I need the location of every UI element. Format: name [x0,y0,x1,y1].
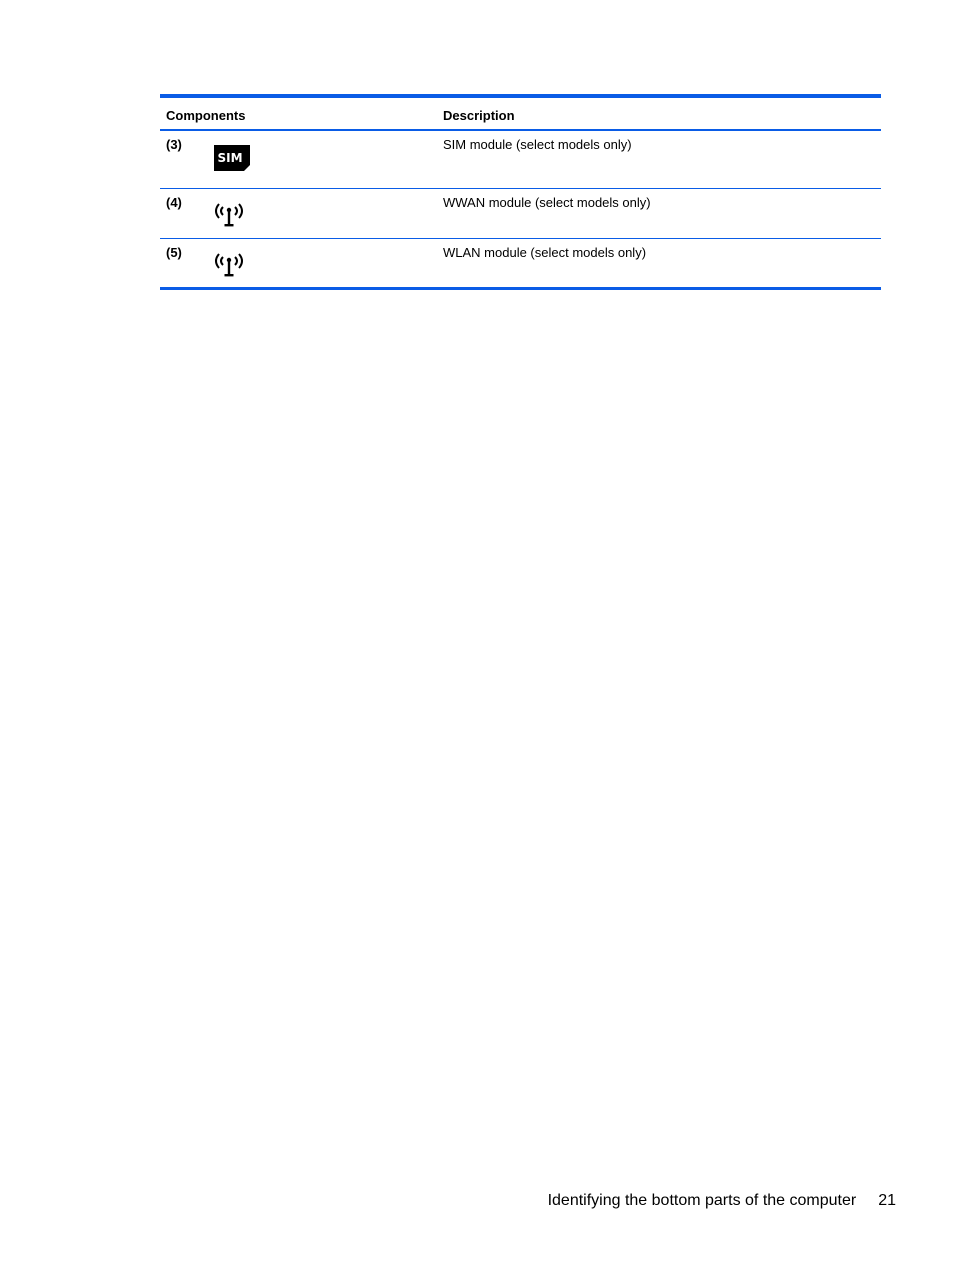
description-header: Description [443,108,515,123]
component-description: WLAN module (select models only) [443,245,647,260]
wireless-antenna-icon [212,201,246,232]
footer-section-title: Identifying the bottom parts of the computer [547,1192,857,1209]
component-number: (4) [166,195,182,210]
wireless-antenna-icon [212,251,246,282]
svg-text:SIM: SIM [217,151,243,165]
table-header [160,98,881,131]
table-row [160,131,881,189]
sim-card-icon [212,143,252,176]
component-description: WWAN module (select models only) [443,195,651,210]
page-footer [548,1192,896,1210]
table-row [160,189,881,239]
component-description: SIM module (select models only) [443,137,632,152]
component-number: (3) [166,137,182,152]
components-table [160,94,881,290]
page-number: 21 [878,1192,896,1209]
table-row [160,239,881,287]
component-number: (5) [166,245,182,260]
components-header: Components [166,108,246,123]
